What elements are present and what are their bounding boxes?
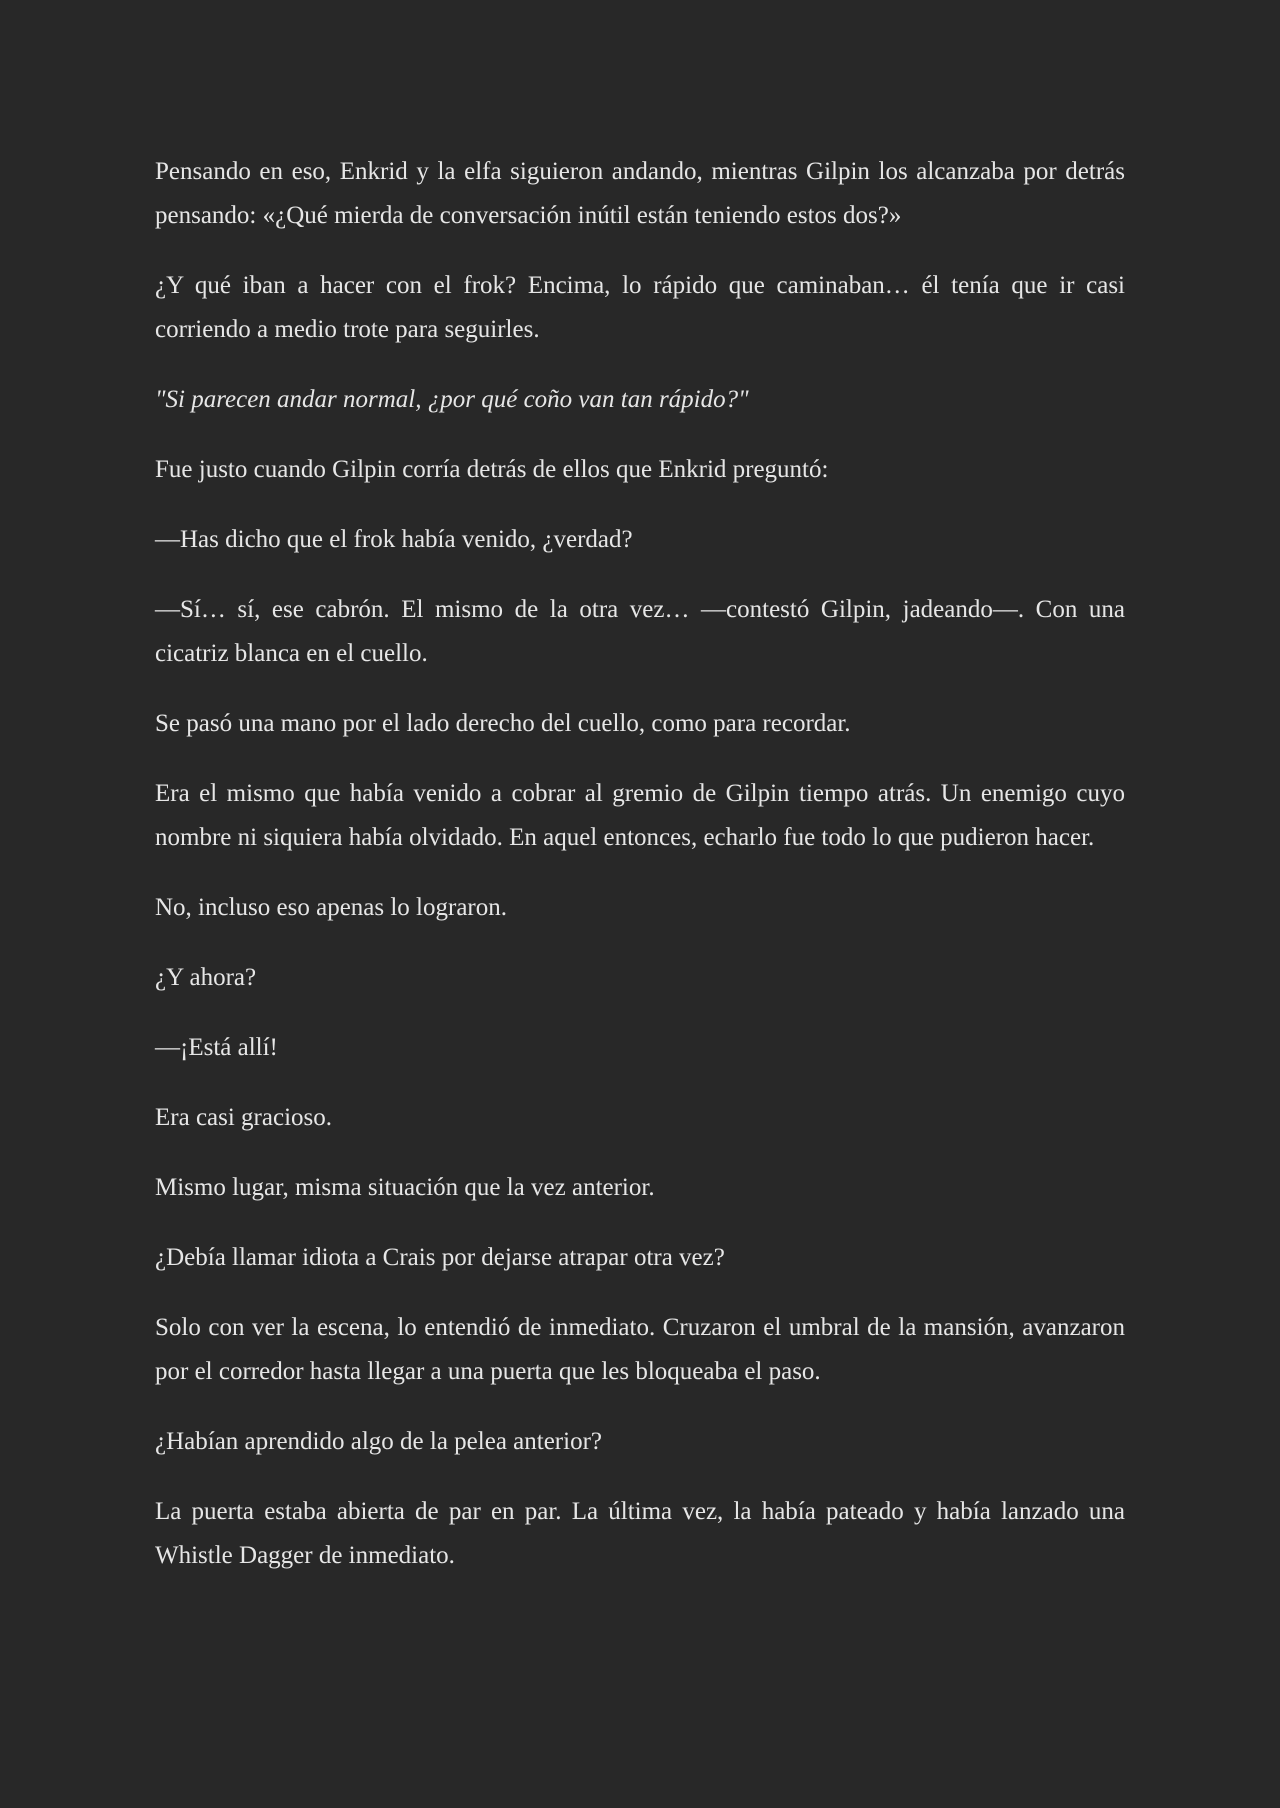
- paragraph: Era el mismo que había venido a cobrar al gremio de Gilpin tiempo atrás. Un enemigo cuyo nombre ni siquiera había olvidado. En aquel entonces, echarlo fue todo lo que pudieron hacer.: [155, 780, 1125, 851]
- paragraph: Pensando en eso, Enkrid y la elfa siguieron andando, mientras Gilpin los alcanzaba por detrás pensando: «¿Qué mierda de conversación inútil están teniendo estos dos?»: [155, 158, 1125, 229]
- paragraph-dialogue: —Sí… sí, ese cabrón. El mismo de la otra vez… —contestó Gilpin, jadeando—. Con una cicatriz blanca en el cuello.: [155, 596, 1125, 667]
- paragraph: Mismo lugar, misma situación que la vez anterior.: [155, 1174, 655, 1201]
- chapter-text: [155, 150, 1125, 1578]
- paragraph: ¿Y qué iban a hacer con el frok? Encima, lo rápido que caminaban… él tenía que ir casi corriendo a medio trote para seguirles.: [155, 272, 1125, 343]
- paragraph: Se pasó una mano por el lado derecho del cuello, como para recordar.: [155, 710, 851, 737]
- paragraph: La puerta estaba abierta de par en par. La última vez, la había pateado y había lanzado una Whistle Dagger de inmediato.: [155, 1498, 1125, 1569]
- paragraph: Era casi gracioso.: [155, 1104, 333, 1131]
- paragraph: Fue justo cuando Gilpin corría detrás de ellos que Enkrid preguntó:: [155, 456, 829, 483]
- paragraph: ¿Debía llamar idiota a Crais por dejarse atrapar otra vez?: [155, 1244, 725, 1271]
- paragraph-thought: "Si parecen andar normal, ¿por qué coño van tan rápido?": [155, 386, 749, 413]
- paragraph: ¿Y ahora?: [155, 964, 257, 991]
- paragraph-dialogue: —Has dicho que el frok había venido, ¿verdad?: [155, 526, 633, 553]
- paragraph: ¿Habían aprendido algo de la pelea anterior?: [155, 1428, 602, 1455]
- paragraph: No, incluso eso apenas lo lograron.: [155, 894, 508, 921]
- paragraph: Solo con ver la escena, lo entendió de inmediato. Cruzaron el umbral de la mansión, avanzaron por el corredor hasta llegar a una puerta que les bloqueaba el paso.: [155, 1314, 1125, 1385]
- paragraph-dialogue: —¡Está allí!: [155, 1034, 278, 1061]
